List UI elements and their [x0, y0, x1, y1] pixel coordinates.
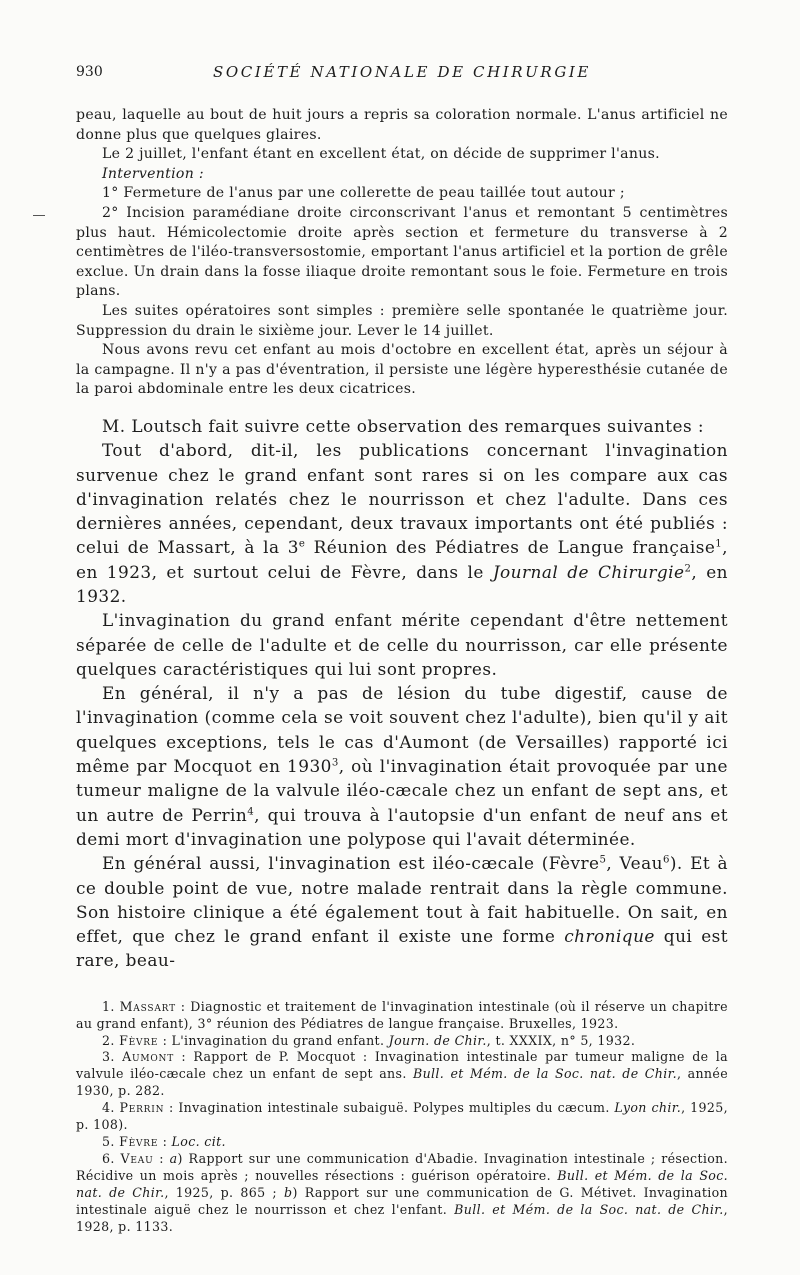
- case-paragraph: Les suites opératoires sont simples : première selle spontanée le quatrième jour. Suppression du drain le sixième jour. Lever le 14 juillet.: [76, 302, 728, 339]
- discussion-intro: M. Loutsch fait suivre cette observation des remarques suivantes :: [102, 415, 705, 436]
- footnote: 5. Fèvre : Loc. cit.: [102, 1133, 226, 1149]
- discussion-paragraph: En général, il n'y a pas de lésion du tube digestif, cause de l'invagination (comme cela se voit souvent chez l'adulte), bien qu'il y ait quelques exceptions, tels le cas d'Aumont (de Versailles) rapporté ici même par Mocquot en 1930$^3$, où l'invagination était provoquée par une tumeur maligne de la valvule iléo-cæcale chez un enfant de sept ans, et un autre de Perrin$^4$, qui trouva à l'autopsie d'un enfant de neuf ans et demi mort d'invagination une polypose qui l'avait déterminée.: [76, 683, 728, 849]
- case-paragraph: 2° Incision paramédiane droite circonscrivant l'anus et remontant 5 centimètres plus haut. Hémicolectomie droite après section et fermeture du transverse à 2 centimètres de l'iléo-transversostomie, emportant l'anus artificiel et la portion de grêle exclue. Un drain dans la fosse iliaque droite remontant sous le foie. Fermeture en trois plans.: [76, 204, 728, 300]
- discussion-paragraph: Tout d'abord, dit-il, les publications concernant l'invagination survenue chez le grand enfant sont rares si on les compare aux cas d'invagination relatés chez le nourrisson et chez l'adulte. Dans ces dernières années, cependant, deux travaux importants ont été publiés : celui de Massart, à la 3e Réunion des Pédiatres de Langue française$^1$, en 1923, et surtout celui de Fèvre, dans le Journal de Chirurgie$^2$, en 1932.: [76, 440, 728, 606]
- footnote: 1. Massart : Diagnostic et traitement de l'invagination intestinale (où il réserve un chapitre au grand enfant), 3° réunion des Pédiatres de langue française. Bruxelles, 1923.: [76, 998, 728, 1031]
- footnote: 6. Veau : a) Rapport sur une communication d'Abadie. Invagination intestinale ; résection. Récidive un mois après ; nouvelles résections : guérison opératoire. Bull. et Mém. de la Soc. nat. de Chir., 1925, p. 865 ; b) Rapport sur une communication de G. Métivet. Invagination intestinale aiguë chez le nourrisson et chez l'enfant. Bull. et Mém. de la Soc. nat. de Chir., 1928, p. 1133.: [76, 1150, 729, 1234]
- running-header: [76, 64, 728, 86]
- page: [76, 64, 728, 1235]
- footnote: 4. Perrin : Invagination intestinale subaiguë. Polypes multiples du cæcum. Lyon chir., 1925, p. 108).: [76, 1100, 728, 1133]
- case-report: [76, 106, 728, 400]
- footnotes: [76, 999, 728, 1236]
- page-number: 930: [76, 64, 103, 80]
- case-paragraph: peau, laquelle au bout de huit jours a repris sa coloration normale. L'anus artificiel ne donne plus que quelques glaires.: [76, 107, 728, 143]
- case-paragraph: Nous avons revu cet enfant au mois d'octobre en excellent état, après un séjour à la campagne. Il n'y a pas d'éventration, il persiste une légère hyperesthésie cutanée de la paroi abdominale entre les deux cicatrices.: [76, 342, 728, 398]
- margin-mark: [33, 215, 45, 216]
- discussion-paragraph: En général aussi, l'invagination est iléo-cæcale (Fèvre$^5$, Veau$^6$). Et à ce double point de vue, notre malade rentrait dans la règle commune. Son histoire clinique a été également tout à fait habituelle. On sait, en effet, que chez le grand enfant il existe une forme chronique qui est rare, beau-: [76, 853, 728, 971]
- running-title: SOCIÉTÉ NATIONALE DE CHIRURGIE: [213, 63, 591, 81]
- footnote: 2. Fèvre : L'invagination du grand enfant. Journ. de Chir., t. XXXIX, n° 5, 1932.: [102, 1032, 636, 1048]
- discussion-paragraph: L'invagination du grand enfant mérite cependant d'être nettement séparée de celle de l'adulte et de celle du nourrisson, car elle présente quelques caractéristiques qui lui sont propres.: [76, 610, 728, 679]
- intervention-heading: Intervention :: [102, 165, 204, 182]
- case-paragraph: 1° Fermeture de l'anus par une collerette de peau taillée tout autour ;: [102, 185, 625, 202]
- discussion: [76, 414, 728, 973]
- footnote: 3. Aumont : Rapport de P. Mocquot : Invagination intestinale par tumeur maligne de la valvule iléo-cæcale chez un enfant de sept ans. Bull. et Mém. de la Soc. nat. de Chir., année 1930, p. 282.: [76, 1049, 728, 1099]
- case-paragraph: Le 2 juillet, l'enfant étant en excellent état, on décide de supprimer l'anus.: [102, 146, 660, 163]
